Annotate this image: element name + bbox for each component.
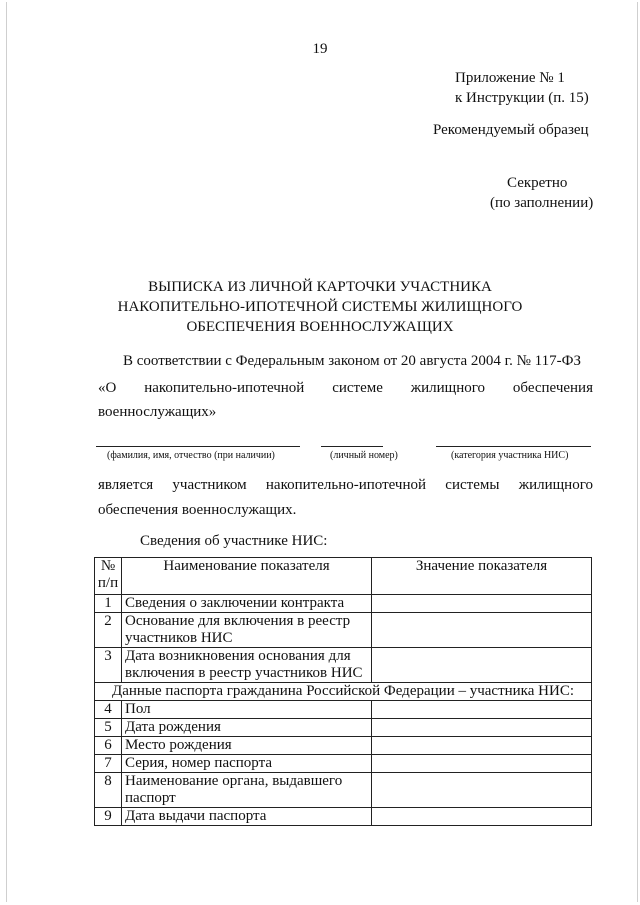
row-value[interactable] — [372, 595, 592, 613]
intro-word: накопительно-ипотечной — [144, 380, 305, 396]
row-name: Дата возникновения основания для включения в реестр участников НИС — [122, 648, 372, 683]
passport-section-heading: Данные паспорта гражданина Российской Федерации – участника НИС: — [95, 683, 592, 701]
table-row — [95, 613, 592, 648]
name-blank-line — [96, 446, 300, 447]
recommended-sample-label: Рекомендуемый образец — [433, 122, 589, 138]
table-row — [95, 648, 592, 683]
section-title: Сведения об участнике НИС: — [140, 533, 328, 549]
row-number: 8 — [95, 773, 122, 808]
table-row — [95, 808, 592, 826]
row-number: 7 — [95, 755, 122, 773]
secrecy-note: (по заполнении) — [490, 195, 594, 211]
header-indicator-value: Значение показателя — [372, 558, 592, 595]
document-title-line-1: ВЫПИСКА ИЗ ЛИЧНОЙ КАРТОЧКИ УЧАСТНИКА — [148, 279, 492, 295]
row-number: 3 — [95, 648, 122, 683]
row-value[interactable] — [372, 701, 592, 719]
row-number: 4 — [95, 701, 122, 719]
row-number: 9 — [95, 808, 122, 826]
row-number: 6 — [95, 737, 122, 755]
intro-word: системе — [332, 380, 383, 396]
table-row — [95, 701, 592, 719]
row-number: 5 — [95, 719, 122, 737]
row-number: 2 — [95, 613, 122, 648]
row-name: Серия, номер паспорта — [122, 755, 372, 773]
intro-word: обеспечения — [512, 380, 593, 396]
intro-word: «О — [98, 380, 117, 396]
row-number: 1 — [95, 595, 122, 613]
name-caption: (фамилия, имя, отчество (при наличии) — [107, 450, 275, 461]
member-word: жилищного — [518, 477, 593, 493]
row-value[interactable] — [372, 737, 592, 755]
passport-section-row — [95, 683, 592, 701]
table-row — [95, 755, 592, 773]
member-line-1 — [98, 477, 593, 494]
intro-line-3: военнослужащих» — [98, 404, 217, 420]
page-number: 19 — [312, 41, 328, 57]
row-value[interactable] — [372, 755, 592, 773]
row-value[interactable] — [372, 613, 592, 648]
table-row — [95, 595, 592, 613]
member-word: системы — [445, 477, 500, 493]
personal-number-caption: (личный номер) — [330, 450, 398, 461]
row-value[interactable] — [372, 648, 592, 683]
row-value[interactable] — [372, 773, 592, 808]
table-row — [95, 719, 592, 737]
intro-line-1: В соответствии с Федеральным законом от 20 августа 2004 г. № 117-ФЗ — [123, 353, 581, 369]
personal-number-blank-line — [321, 446, 383, 447]
intro-word: жилищного — [410, 380, 486, 396]
category-caption: (категория участника НИС) — [451, 450, 569, 461]
row-name: Пол — [122, 701, 372, 719]
intro-line-2 — [98, 380, 593, 397]
row-name: Дата выдачи паспорта — [122, 808, 372, 826]
appendix-line-1: Приложение № 1 — [455, 70, 565, 86]
appendix-line-2: к Инструкции (п. 15) — [455, 90, 589, 106]
header-indicator-name: Наименование показателя — [122, 558, 372, 595]
row-name: Место рождения — [122, 737, 372, 755]
row-name: Наименование органа, выдавшего паспорт — [122, 773, 372, 808]
table-header-row — [95, 558, 592, 595]
row-name: Сведения о заключении контракта — [122, 595, 372, 613]
row-name: Основание для включения в реестр участников НИС — [122, 613, 372, 648]
header-number: № п/п — [95, 558, 122, 595]
category-blank-line — [436, 446, 591, 447]
member-word: накопительно-ипотечной — [265, 477, 427, 493]
member-word: участником — [172, 477, 247, 493]
secrecy-label: Секретно — [507, 175, 568, 191]
member-line-2: обеспечения военнослужащих. — [98, 502, 297, 518]
row-value[interactable] — [372, 808, 592, 826]
row-value[interactable] — [372, 719, 592, 737]
member-word: является — [98, 477, 154, 493]
member-info-table — [94, 557, 592, 826]
table-row — [95, 773, 592, 808]
document-title-line-3: ОБЕСПЕЧЕНИЯ ВОЕННОСЛУЖАЩИХ — [186, 319, 454, 335]
row-name: Дата рождения — [122, 719, 372, 737]
table-row — [95, 737, 592, 755]
document-title-line-2: НАКОПИТЕЛЬНО-ИПОТЕЧНОЙ СИСТЕМЫ ЖИЛИЩНОГО — [117, 299, 523, 315]
